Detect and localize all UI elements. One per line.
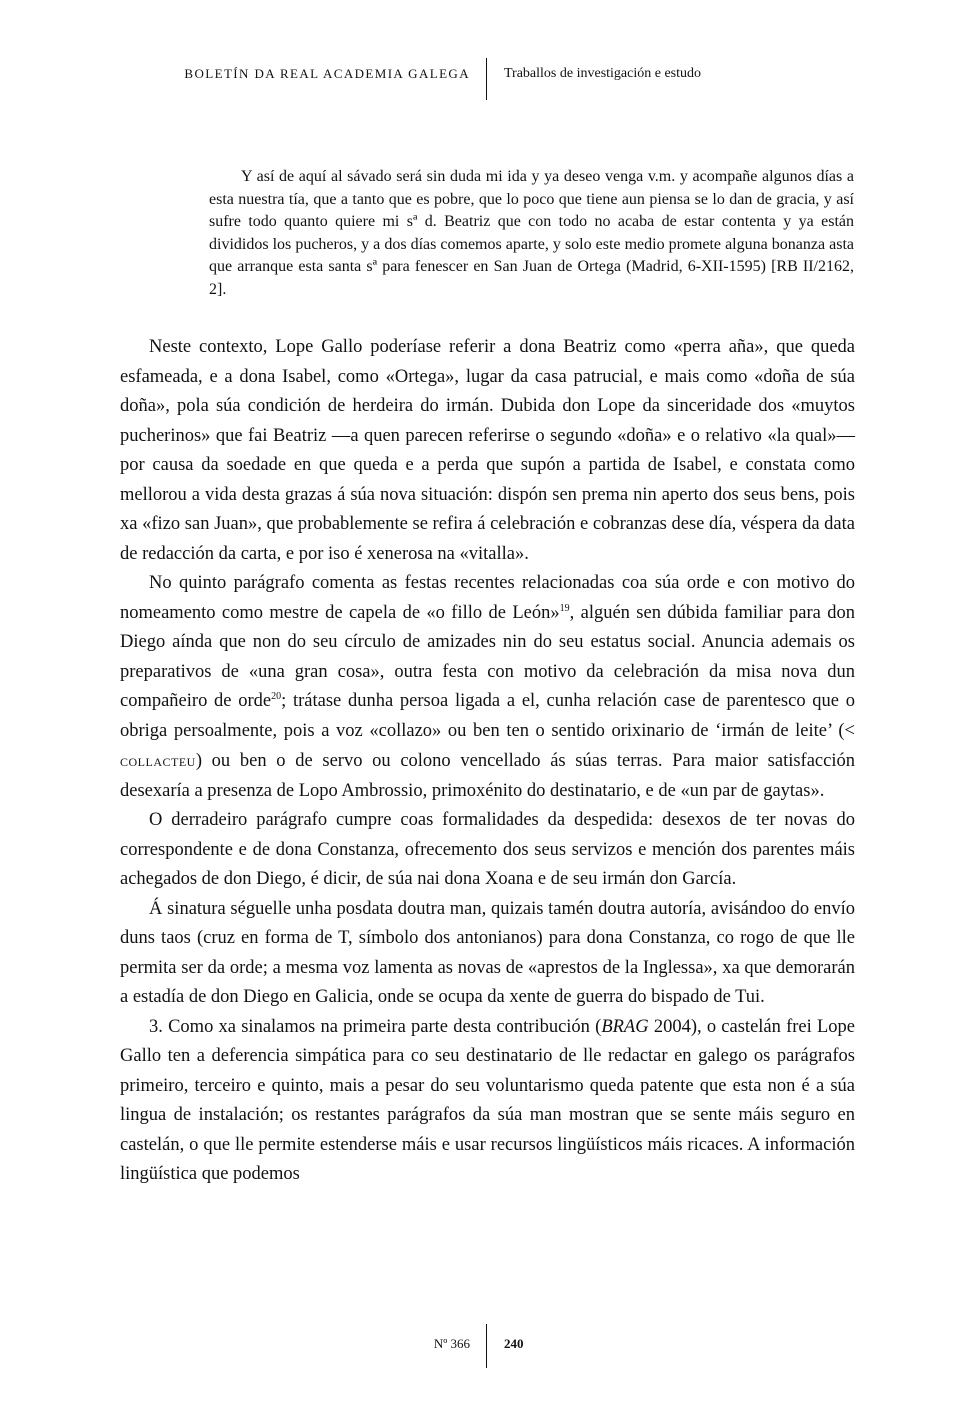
citation-title: BRAG (601, 1016, 649, 1037)
body-text (120, 333, 855, 1190)
page-footer (0, 1324, 975, 1368)
page-number: 240 (504, 1336, 524, 1351)
etymon-small-caps: collacteu (120, 751, 196, 770)
footnote-ref-20[interactable]: 20 (271, 690, 282, 702)
paragraph-2-text-c: ; trátase dunha persoa ligada a el, cunha relación case de parentesco que o obriga persoalmente, pois a voz «collazo» ou ben ten o sentido orixinario de ‘irmán de leite’ (< (120, 691, 855, 741)
footer-divider (486, 1324, 487, 1368)
paragraph-3: O derradeiro parágrafo cumpre coas formalidades da despedida: desexos de ter novas do correspondente e de dona Constanza, ofrecemento dos seus servizos e mención dos parentes máis achegados de don Diego, é dicir, de súa nai dona Xoana e de seu irmán don García. (120, 810, 855, 889)
block-quote: Y así de aquí al sávado será sin duda mi ida y ya deseo venga v.m. y acompañe algunos días a esta nuestra tía, que a tanto que es pobre, que lo poco que tiene aun piensa se lo dan de gracia, y así sufre todo quanto quiere mi sª d. Beatriz que con todo no acaba de estar contenta y ya están divididos los pucheros, y a dos días comemos aparte, y solo este medio promete alguna bonanza asta que arranque esta santa sª para fenescer en San Juan de Ortega (Madrid, 6-XII-1595) [RB II/2162, 2]. (209, 168, 854, 298)
paragraph-4: Á sinatura séguelle unha posdata doutra man, quizais tamén doutra autoría, avisándoo do envío duns taos (cruz en forma de T, símbolo dos antonianos) para dona Constanza, co rogo de que lle permita ser da orde; a mesma voz lamenta as novas de «aprestos de la Inglessa», xa que demorarán a estadía de don Diego en Galicia, onde se ocupa da xente de guerra do bispado de Tui. (120, 898, 855, 1007)
paragraph-2-text-b: , alguén sen dúbida familiar para don Diego aínda que non do seu círculo de amizades nin do seu estatus social. Anuncia ademais os preparativos de «una gran cosa», outra festa con motivo da celebración da misa nova dun compañeiro de orde (120, 602, 855, 711)
running-head (0, 58, 975, 100)
paragraph-2-text-d: ) ou ben o de servo ou colono vencellado ás súas terras. Para maior satisfacción desexaría a presenza de Lopo Ambrossio, primoxénito do destinatario, e de «un par de gaytas». (120, 751, 855, 801)
paragraph-5-text-a: 3. Como xa sinalamos na primeira parte desta contribución ( (149, 1016, 602, 1037)
paragraph-5-text-b: ), o castelán frei Lope Gallo ten a deferencia simpática para co seu destinatario de lle redactar en galego os parágrafos primeiro, terceiro e quinto, mais a pesar do seu voluntarismo queda patente que esta non é a súa lingua de instalación; os restantes parágrafos da súa man mostran que se sente máis seguro en castelán, o que lle permite estenderse máis e usar recursos lingüísticos máis ricaces. A información lingüística que podemos (120, 1016, 856, 1184)
paragraph-2 (120, 569, 855, 806)
paragraph-1: Neste contexto, Lope Gallo poderíase referir a dona Beatriz como «perra aña», que queda esfameada, e a dona Isabel, como «Ortega», lugar da casa patrucial, e mais como «doña de súa doña», pola súa condición de herdeira do irmán. Dubida don Lope da sinceridade dos «muytos pucherinos» que fai Beatriz —a quen parecen referirse o segundo «doña» e o relativo «la qual»— por causa da soedade en que queda e a perda que supón a partida de Isabel, e constata como mellorou a vida desta grazas á súa nova situación: dispón sen prema nin aperto dos seus bens, pois xa «fizo san Juan», que probablemente se refira á celebración e cobranzas dese día, véspera da data de redacción da carta, e por iso é xenerosa na «vitalla». (120, 337, 855, 564)
citation-year: 2004 (648, 1016, 691, 1037)
paragraph-2-text-a: No quinto parágrafo comenta as festas recentes relacionadas coa súa orde e con motivo do nomeamento como mestre de capela de «o fillo de León» (120, 573, 855, 623)
footnote-ref-19[interactable]: 19 (559, 602, 570, 614)
issue-number: Nº 366 (433, 1336, 470, 1351)
paragraph-5 (120, 1013, 855, 1190)
header-divider (486, 58, 487, 100)
section-title: Traballos de investigación e estudo (504, 66, 702, 81)
journal-title: BOLETÍN DA REAL ACADEMIA GALEGA (184, 66, 470, 81)
